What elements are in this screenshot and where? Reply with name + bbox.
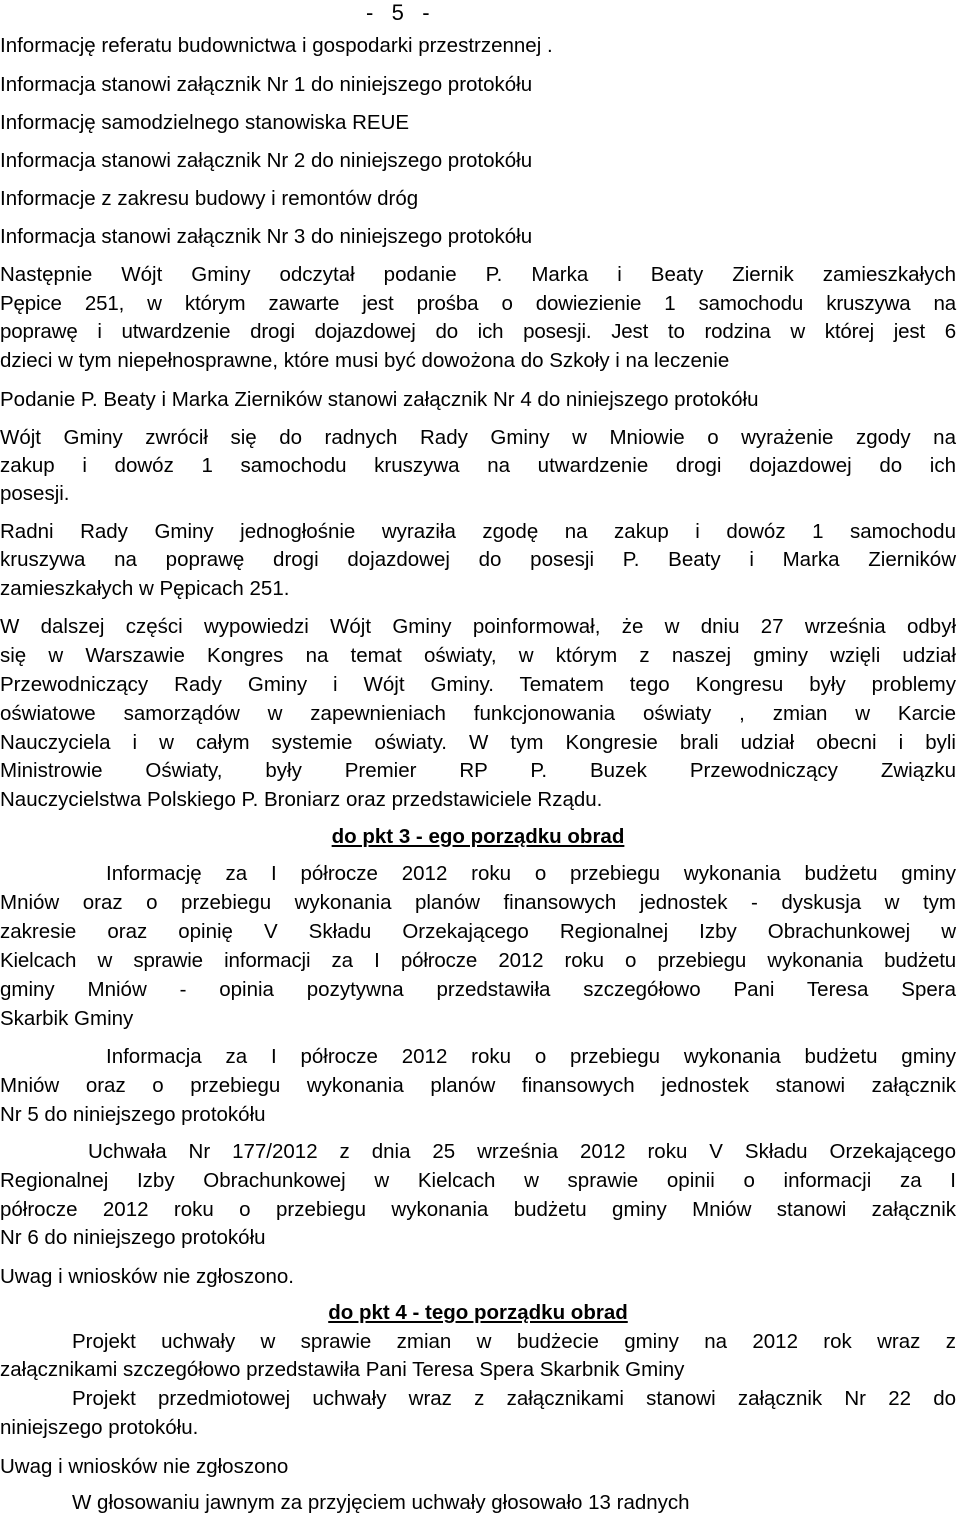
text-line: zakresie oraz opinię V Składu Orzekającego Regionalnej Izby Obrachunkowej w	[0, 920, 956, 943]
text-line: oświatowe samorządów w zapewnieniach funkcjonowania oświaty , zmian w Karcie	[0, 702, 956, 725]
text-line: Następnie Wójt Gminy odczytał podanie P. Marka i Beaty Ziernik zamieszkałych	[0, 263, 956, 286]
text-line: Przewodniczący Rady Gminy i Wójt Gminy. Tematem tego Kongresu były problemy	[0, 673, 956, 696]
text-line: Uchwała Nr 177/2012 z dnia 25 września 2012 roku V Składu Orzekającego	[88, 1140, 956, 1163]
text-line: Skarbik Gminy	[0, 1007, 134, 1030]
text-line: Pępice 251, w którym zawarte jest prośba o dowiezienie 1 samochodu kruszywa na	[0, 292, 956, 315]
text-line: półrocze 2012 roku o przebiegu wykonania budżetu gminy Mniów stanowi załącznik	[0, 1198, 956, 1221]
text-line: zamieszkałych w Pępicach 251.	[0, 577, 290, 600]
text-line: Mniów oraz o przebiegu wykonania planów finansowych jednostek - dyskusja w tym	[0, 891, 956, 914]
text-line: kruszywa na poprawę drogi dojazdowej do posesji P. Beaty i Marka Zierników	[0, 548, 956, 571]
text-line: posesji.	[0, 482, 70, 505]
text-line: W dalszej części wypowiedzi Wójt Gminy poinformował, że w dniu 27 września odbył	[0, 615, 956, 638]
text-line: niniejszego protokółu.	[0, 1416, 199, 1439]
text-line: Nr 6 do niniejszego protokółu	[0, 1226, 266, 1249]
text-line: Kielcach w sprawie informacji za I półrocze 2012 roku o przebiegu wykonania budżetu	[0, 949, 956, 972]
text-line: Radni Rady Gminy jednogłośnie wyraziła zgodę na zakup i dowóz 1 samochodu	[0, 520, 956, 543]
text-line: załącznikami szczegółowo przedstawiła Pani Teresa Spera Skarbnik Gminy	[0, 1358, 685, 1381]
section-heading: do pkt 4 - tego porządku obrad	[328, 1301, 628, 1324]
text-line: się w Warszawie Kongres na temat oświaty, w którym z naszej gminy wzięli udział	[0, 644, 956, 667]
text-line: zakup i dowóz 1 samochodu kruszywa na utwardzenie drogi dojazdowej do ich	[0, 454, 956, 477]
text-line: Uwag i wniosków nie zgłoszono	[0, 1455, 289, 1478]
text-line: Uwag i wniosków nie zgłoszono.	[0, 1265, 294, 1288]
text-line: Regionalnej Izby Obrachunkowej w Kielcach w sprawie opinii o informacji za I	[0, 1169, 956, 1192]
text-line: Projekt uchwały w sprawie zmian w budżecie gminy na 2012 rok wraz z	[72, 1330, 956, 1353]
text-line: Podanie P. Beaty i Marka Zierników stanowi załącznik Nr 4 do niniejszego protokółu	[0, 388, 759, 411]
text-line: Informacja stanowi załącznik Nr 2 do niniejszego protokółu	[0, 149, 533, 172]
text-line: Nauczyciela i w całym systemie oświaty. W tym Kongresie brali udział obecni i byli	[0, 731, 956, 754]
section-heading: do pkt 3 - ego porządku obrad	[331, 825, 625, 848]
text-line: Informacja stanowi załącznik Nr 1 do niniejszego protokółu	[0, 73, 533, 96]
text-line: Informacja za I półrocze 2012 roku o przebiegu wykonania budżetu gminy	[106, 1045, 956, 1068]
text-line: gminy Mniów - opinia pozytywna przedstawiła szczegółowo Pani Teresa Spera	[0, 978, 956, 1001]
text-line: Ministrowie Oświaty, były Premier RP P. Buzek Przewodniczący Związku	[0, 759, 956, 782]
text-line: W głosowaniu jawnym za przyjęciem uchwały głosowało 13 radnych	[72, 1491, 690, 1514]
text-line: Nr 5 do niniejszego protokółu	[0, 1103, 266, 1126]
text-line: Nauczycielstwa Polskiego P. Broniarz oraz przedstawiciele Rządu.	[0, 788, 603, 811]
text-line: Informację za I półrocze 2012 roku o przebiegu wykonania budżetu gminy	[106, 862, 956, 885]
text-line: Informację referatu budownictwa i gospodarki przestrzennej .	[0, 34, 553, 57]
text-line: Wójt Gminy zwrócił się do radnych Rady Gminy w Mniowie o wyrażenie zgody na	[0, 426, 956, 449]
text-line: dzieci w tym niepełnosprawne, które musi być dowożona do Szkoły i na leczenie	[0, 349, 730, 372]
text-line: poprawę i utwardzenie drogi dojazdowej do ich posesji. Jest to rodzina w której jest 6	[0, 320, 956, 343]
page-number: - 5 -	[366, 0, 430, 25]
text-line: Informacja stanowi załącznik Nr 3 do niniejszego protokółu	[0, 225, 533, 248]
text-line: Informację samodzielnego stanowiska REUE	[0, 111, 410, 134]
text-line: Informacje z zakresu budowy i remontów dróg	[0, 187, 419, 210]
text-line: Projekt przedmiotowej uchwały wraz z załącznikami stanowi załącznik Nr 22 do	[72, 1387, 956, 1410]
text-line: Mniów oraz o przebiegu wykonania planów finansowych jednostek stanowi załącznik	[0, 1074, 956, 1097]
